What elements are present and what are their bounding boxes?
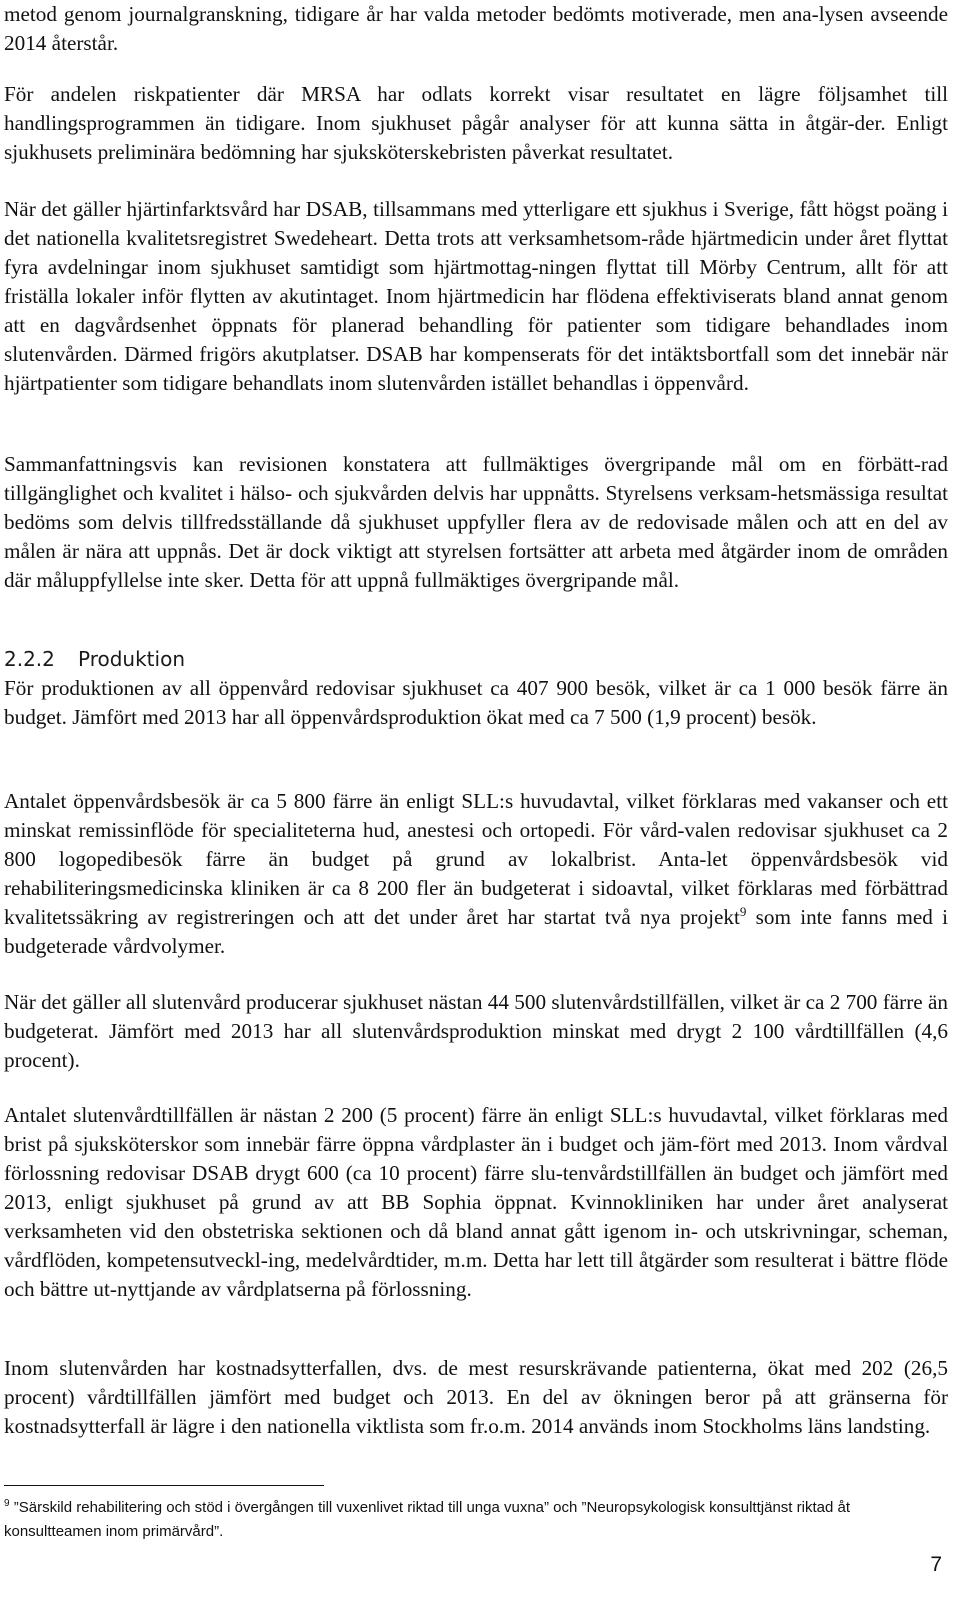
footnote	[4, 1496, 948, 1544]
paragraph-text-part: som inte fanns med i budgeterade vårdvolymer.	[4, 905, 948, 958]
footnote-reference[interactable]: 9	[739, 903, 747, 919]
paragraph-text: När det gäller all slutenvård producerar sjukhuset nästan 44 500 slutenvårdstillfällen, vilket är ca 2 700 färre än budgeterat. Jämfört med 2013 har all slutenvårdsproduktion minskat med drygt 2 100 vårdtillfällen (4,6 procent).	[4, 990, 948, 1072]
page-number: 7	[930, 1553, 942, 1576]
paragraph-summary	[4, 450, 948, 595]
paragraph-text: metod genom journalgranskning, tidigare år har valda metoder bedömts motiverade, men ana-lysen avseende 2014 återstår.	[4, 2, 948, 55]
paragraph-text-part: Antalet öppenvårdsbesök är ca 5 800 färre än enligt SLL:s huvudavtal, vilket förklaras med vakanser och ett minskat remissinflöde för specialiteterna hud, anestesi och ortopedi. För vård-valen redovisar sjukhuset ca 2 800 logopedibesök färre än budget på grund av lokalbrist. Anta-let öppenvårdsbesök vid rehabiliteringsmedicinska kliniken är ca 8 200 fler än budgeterat i sidoavtal, vilket förklaras med förbättrad kvalitetssäkring av registreringen och att det under året har startat två nya projekt	[4, 789, 948, 929]
paragraph-text: När det gäller hjärtinfarktsvård har DSAB, tillsammans med ytterligare ett sjukhus i Sverige, fått högst poäng i det nationella kvalitetsregistret Swedeheart. Detta trots att verksamhetsom-råde hjärtmedicin under året flyttat fyra avdelningar inom sjukhuset samtidigt som hjärtmottag-ningen flyttat till Mörby Centrum, allt för att friställa lokaler inför flytten av akutintaget. Inom hjärtmedicin har flödena effektiviserats bland annat genom att en dagvårdsenhet öppnats för planerad behandling för patienter som tidigare behandlades inom slutenvården. Därmed frigörs akutplatser. DSAB har kompenserats för det intäktsbortfall som det innebär när hjärtpatienter som tidigare behandlats inom slutenvården istället behandlas i öppenvård.	[4, 197, 948, 395]
section-title: Produktion	[78, 647, 185, 671]
paragraph-mrsa	[4, 80, 948, 167]
paragraph-methods	[4, 0, 948, 58]
section-heading	[4, 644, 185, 674]
paragraph-outpatient-production	[4, 674, 948, 732]
paragraph-inpatient-care	[4, 988, 948, 1075]
paragraph-text: Inom slutenvården har kostnadsytterfallen, dvs. de mest resurskrävande patienterna, ökat med 202 (26,5 procent) vårdtillfällen jämfört med budget och 2013. En del av ökningen beror på att gränserna för kostnadsytterfall är lägre i den nationella viktlista som fr.o.m. 2014 används inom Stockholms läns landsting.	[4, 1356, 948, 1438]
paragraph-text: För produktionen av all öppenvård redovisar sjukhuset ca 407 900 besök, vilket är ca 1 000 besök färre än budget. Jämfört med 2013 har all öppenvårdsproduktion ökat med ca 7 500 (1,9 procent) besök.	[4, 676, 948, 729]
footnote-text	[4, 1496, 948, 1544]
paragraph-text: Sammanfattningsvis kan revisionen konstatera att fullmäktiges övergripande mål om en förbätt-rad tillgänglighet och kvalitet i hälso- och sjukvården delvis har uppnåtts. Styrelsens verksam-hetsmässiga resultat bedöms som delvis tillfredsställande då sjukhuset uppfyller flera av de redovisade målen och att en del av målen är nära att uppnås. Det är dock viktigt att styrelsen fortsätter att arbeta med åtgärder inom de områden där måluppfyllelse inte sker. Detta för att uppnå fullmäktiges övergripande mål.	[4, 452, 948, 592]
paragraph-outpatient-visits	[4, 787, 948, 961]
footnote-body: ”Särskild rehabilitering och stöd i övergången till vuxenlivet riktad till unga vuxna” och ”Neuropsykologisk konsulttjänst riktad åt konsultteamen inom primärvård”.	[4, 1499, 850, 1540]
paragraph-text: Antalet slutenvårdtillfällen är nästan 2 200 (5 procent) färre än enligt SLL:s huvudavtal, vilket förklaras med brist på sjuksköterskor som innebär färre öppna vårdplaster än i budget och jäm-fört med 2013. Inom vårdval förlossning redovisar DSAB drygt 600 (ca 10 procent) färre slu-tenvårdstillfällen än budget och jämfört med 2013, enligt sjukhuset på grund av att BB Sophia öppnat. Kvinnokliniken har under året analyserat verksamheten vid den obstetriska sektionen och då bland annat gått igenom in- och utskrivningar, scheman, vårdflöden, kompetensutveckl-ing, medelvårdtider, m.m. Detta har lett till åtgärder som resulterat i bättre flöde och bättre ut-nyttjande av vårdplatserna på förlossning.	[4, 1103, 948, 1301]
paragraph-text	[4, 787, 948, 961]
footnote-divider	[4, 1485, 324, 1486]
paragraph-heart-care	[4, 195, 948, 398]
footnote-number: 9	[4, 1498, 10, 1509]
paragraph-inpatient-episodes	[4, 1101, 948, 1304]
paragraph-cost-outliers	[4, 1354, 948, 1441]
section-number: 2.2.2	[4, 647, 55, 671]
paragraph-text: För andelen riskpatienter där MRSA har odlats korrekt visar resultatet en lägre följsamhet till handlingsprogrammen än tidigare. Inom sjukhuset pågår analyser för att kunna sätta in åtgär-der. Enligt sjukhusets preliminära bedömning har sjuksköterskebristen påverkat resultatet.	[4, 82, 948, 164]
